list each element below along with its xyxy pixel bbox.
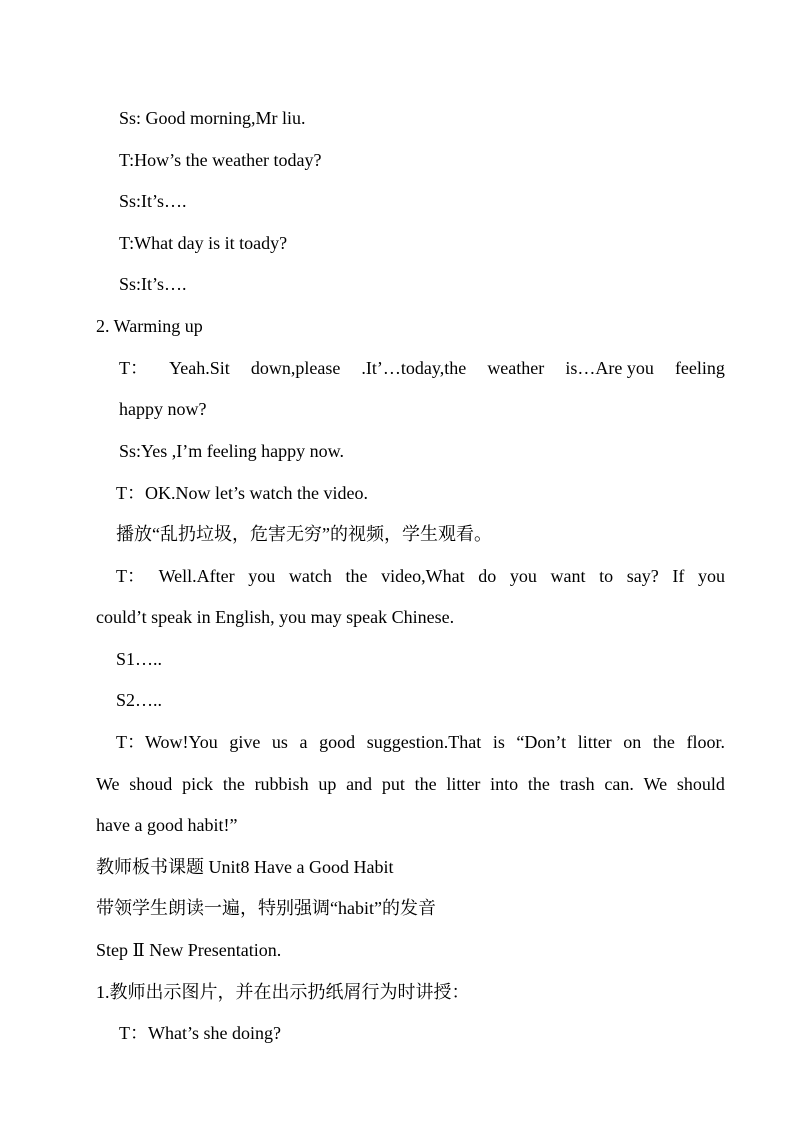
dialogue-line: Ss:It’s…. (119, 191, 187, 211)
instruction-line: 1.教师出示图片，并在出示扔纸屑行为时讲授： (96, 982, 470, 1002)
dialogue-line: T： Yeah.Sit down,please .It’…today,the weather is…Are you feeling (119, 358, 725, 378)
section-heading: 2. Warming up (96, 316, 203, 336)
dialogue-line: S2….. (116, 690, 163, 710)
dialogue-line: T：What’s she doing? (119, 1023, 281, 1043)
dialogue-line: T:What day is it toady? (119, 233, 288, 253)
dialogue-line: happy now? (119, 399, 207, 419)
dialogue-line: T： Well.After you watch the video,What do you want to say? If you (116, 566, 725, 586)
dialogue-line: Ss:It’s…. (119, 274, 187, 294)
dialogue-line: Ss:Yes ,I’m feeling happy now. (119, 441, 344, 461)
instruction-line: 教师板书课题 Unit8 Have a Good Habit (96, 857, 394, 877)
instruction-line: 播放“乱扔垃圾，危害无穷”的视频，学生观看。 (116, 524, 492, 544)
dialogue-line: T：Wow!You give us a good suggestion.That is “Don’t litter on the floor. (116, 732, 725, 752)
dialogue-line: S1….. (116, 649, 163, 669)
dialogue-line: We shoud pick the rubbish up and put the litter into the trash can. We should (96, 774, 725, 794)
section-heading: Step Ⅱ New Presentation. (96, 940, 282, 960)
dialogue-line: T：OK.Now let’s watch the video. (116, 483, 368, 503)
instruction-line: 带领学生朗读一遍，特别强调“habit”的发音 (96, 898, 436, 918)
dialogue-line: Ss: Good morning,Mr liu. (119, 108, 306, 128)
dialogue-line: could’t speak in English, you may speak Chinese. (96, 607, 455, 627)
dialogue-line: T:How’s the weather today? (119, 150, 322, 170)
dialogue-line: have a good habit!” (96, 815, 238, 835)
